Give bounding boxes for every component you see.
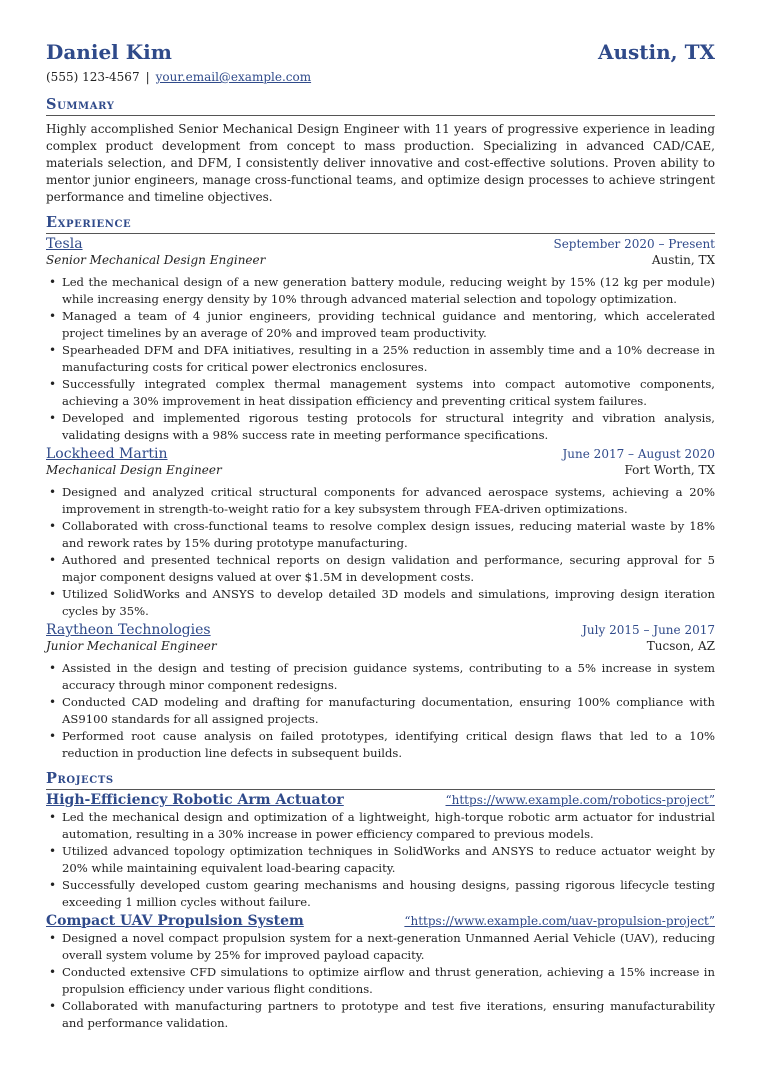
bullet-item: • Collaborated with cross-functional teams to resolve complex design issues, reducing material waste by 18% and rework rates by 15% during prototype manufacturing. <box>62 518 715 552</box>
bullet-item: • Led the mechanical design of a new generation battery module, reducing weight by 15% (12 kg per module) while increasing energy density by 10% through advanced material selection and topology optimization. <box>62 274 715 308</box>
job-location: Tucson, AZ <box>646 639 715 653</box>
job-title: Senior Mechanical Design Engineer <box>46 253 266 267</box>
resume-page <box>46 40 715 1032</box>
job-bullets <box>46 660 715 762</box>
job-title: Junior Mechanical Engineer <box>46 639 217 653</box>
job-dates: June 2017 – August 2020 <box>562 447 715 461</box>
company-name[interactable]: Lockheed Martin <box>46 446 168 462</box>
bullet-item: • Successfully developed custom gearing mechanisms and housing designs, passing rigorous lifecycle testing exceeding 1 million cycles without failure. <box>62 877 715 911</box>
bullet-item: • Led the mechanical design and optimization of a lightweight, high-torque robotic arm actuator for industrial automation, resulting in a 30% increase in power efficiency compared to previous models. <box>62 809 715 843</box>
bullet-item: • Designed and analyzed critical structural components for advanced aerospace systems, achieving a 20% improvement in strength-to-weight ratio for a key subsystem through FEA-driven optimizations. <box>62 484 715 518</box>
job-subheader <box>46 463 715 481</box>
job-title: Mechanical Design Engineer <box>46 463 222 477</box>
company-name[interactable]: Raytheon Technologies <box>46 622 211 638</box>
job-entry <box>46 446 715 620</box>
job-location: Austin, TX <box>651 253 715 267</box>
job-entry <box>46 622 715 762</box>
bullet-item: • Developed and implemented rigorous testing protocols for structural integrity and vibration analysis, validating designs with a 98% success rate in meeting performance specifications. <box>62 410 715 444</box>
experience-list <box>46 236 715 762</box>
bullet-item: • Successfully integrated complex thermal management systems into compact automotive components, achieving a 30% improvement in heat dissipation efficiency and preventing critical system failures. <box>62 376 715 410</box>
project-bullets <box>46 930 715 1032</box>
summary-heading: Summary <box>46 96 715 116</box>
header <box>46 40 715 66</box>
bullet-item: • Utilized advanced topology optimization techniques in SolidWorks and ANSYS to reduce actuator weight by 20% while maintaining equivalent load-bearing capacity. <box>62 843 715 877</box>
bullet-item: • Spearheaded DFM and DFA initiatives, resulting in a 25% reduction in assembly time and a 10% decrease in manufacturing costs for critical power electronics enclosures. <box>62 342 715 376</box>
bullet-item: • Utilized SolidWorks and ANSYS to develop detailed 3D models and simulations, improving design iteration cycles by 35%. <box>62 586 715 620</box>
candidate-name: Daniel Kim <box>46 40 172 64</box>
bullet-item: • Collaborated with manufacturing partners to prototype and test five iterations, ensuring manufacturability and performance validation. <box>62 998 715 1032</box>
job-subheader <box>46 639 715 657</box>
job-header <box>46 446 715 463</box>
project-link[interactable]: “https://www.example.com/robotics-project” <box>445 793 715 807</box>
candidate-location: Austin, TX <box>597 40 715 64</box>
job-header <box>46 622 715 639</box>
experience-heading: Experience <box>46 214 715 234</box>
project-header <box>46 913 715 930</box>
project-bullets <box>46 809 715 911</box>
bullet-item: • Conducted extensive CFD simulations to optimize airflow and thrust generation, achieving a 15% increase in propulsion efficiency under various flight conditions. <box>62 964 715 998</box>
project-entry <box>46 913 715 1032</box>
summary-text: Highly accomplished Senior Mechanical Design Engineer with 11 years of progressive experience in leading complex product development from concept to mass production. Specializing in advanced CAD/CAE, materials selection, and DFM, I consistently deliver innovative and cost-effective solutions. Proven ability to mentor junior engineers, manage cross-functional teams, and optimize design processes to achieve stringent performance and timeline objectives. <box>46 122 715 204</box>
bullet-item: • Assisted in the design and testing of precision guidance systems, contributing to a 5% increase in system accuracy through minor component redesigns. <box>62 660 715 694</box>
project-link[interactable]: “https://www.example.com/uav-propulsion-project” <box>404 914 715 928</box>
contact-separator: | <box>145 70 150 84</box>
job-bullets <box>46 484 715 620</box>
job-bullets <box>46 274 715 444</box>
project-name[interactable]: High-Efficiency Robotic Arm Actuator <box>46 792 344 808</box>
company-name[interactable]: Tesla <box>46 236 83 252</box>
bullet-item: • Designed a novel compact propulsion system for a next-generation Unmanned Aerial Vehicle (UAV), reducing overall system volume by 25% for improved payload capacity. <box>62 930 715 964</box>
email-link[interactable]: your.email@example.com <box>155 70 312 84</box>
job-dates: July 2015 – June 2017 <box>582 623 715 637</box>
bullet-item: • Managed a team of 4 junior engineers, providing technical guidance and mentoring, which accelerated project timelines by an average of 20% and improved team productivity. <box>62 308 715 342</box>
projects-heading: Projects <box>46 770 715 790</box>
contact-line <box>46 70 715 88</box>
job-header <box>46 236 715 253</box>
project-name[interactable]: Compact UAV Propulsion System <box>46 913 304 929</box>
job-entry <box>46 236 715 444</box>
project-header <box>46 792 715 809</box>
phone-number: (555) 123-4567 <box>46 70 140 84</box>
job-location: Fort Worth, TX <box>624 463 715 477</box>
projects-list <box>46 792 715 1032</box>
bullet-item: • Performed root cause analysis on failed prototypes, identifying critical design flaws that led to a 10% reduction in production line defects in subsequent builds. <box>62 728 715 762</box>
bullet-item: • Conducted CAD modeling and drafting for manufacturing documentation, ensuring 100% compliance with AS9100 standards for all assigned projects. <box>62 694 715 728</box>
job-dates: September 2020 – Present <box>553 237 715 251</box>
bullet-item: • Authored and presented technical reports on design validation and performance, securing approval for 5 major component designs valued at over $1.5M in development costs. <box>62 552 715 586</box>
project-entry <box>46 792 715 911</box>
job-subheader <box>46 253 715 271</box>
